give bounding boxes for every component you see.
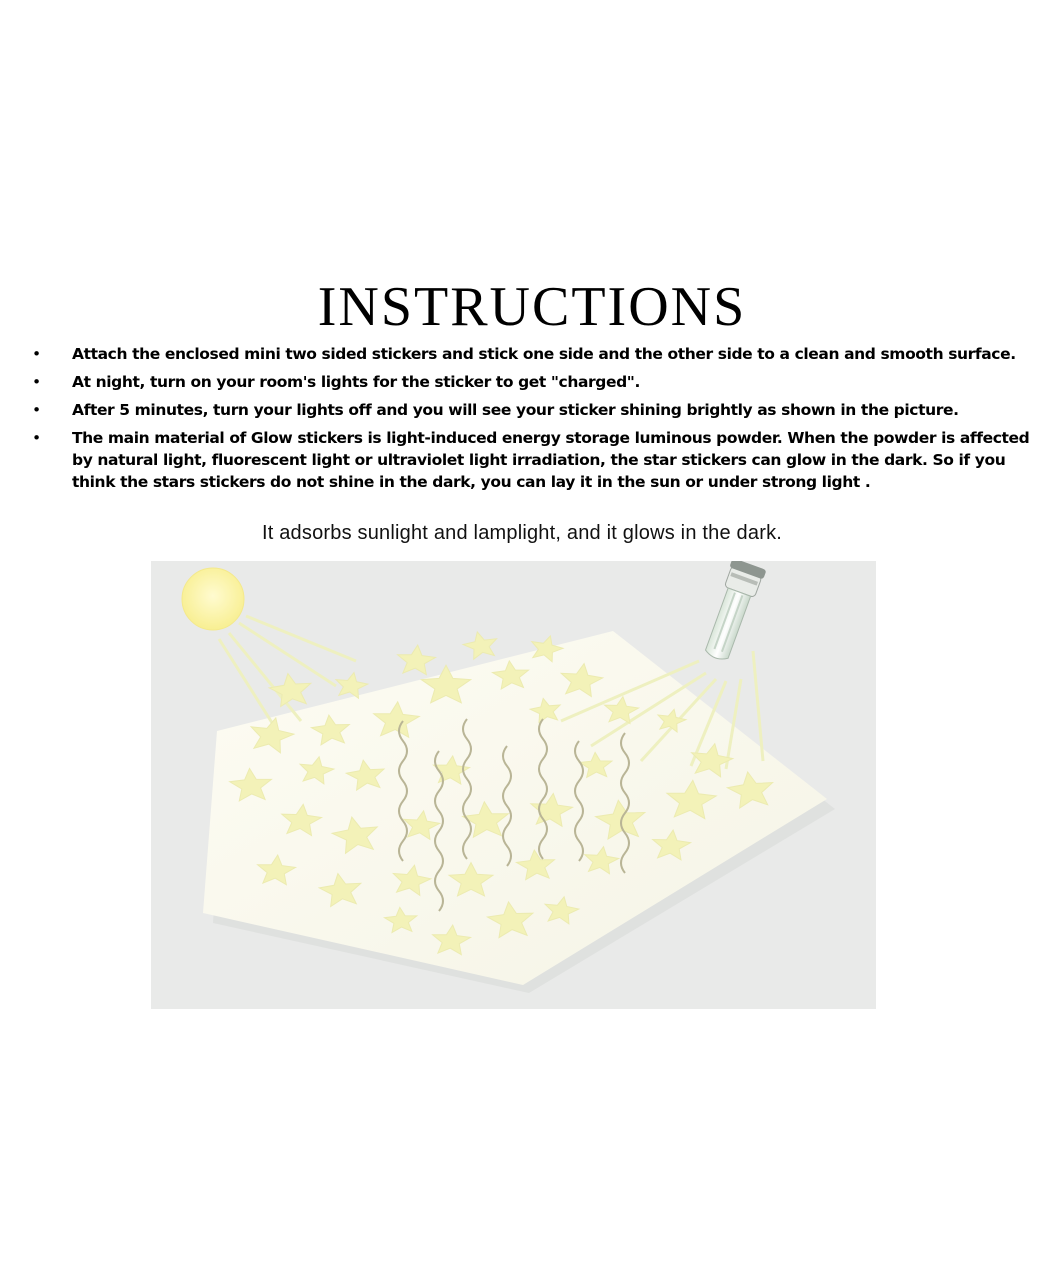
list-item <box>28 427 1048 493</box>
illustration <box>151 561 876 1009</box>
star-icon <box>463 632 497 659</box>
sun-icon <box>182 568 244 630</box>
lamp-bulb-icon <box>699 561 767 664</box>
instruction-text: After 5 minutes, turn your lights off and you will see your sticker shining brightly as shown in the picture. <box>72 401 959 419</box>
instruction-text: At night, turn on your room's lights for the sticker to get "charged". <box>72 373 640 391</box>
bullet: • <box>32 401 41 419</box>
list-item <box>28 343 1048 365</box>
figure-caption: It adsorbs sunlight and lamplight, and it glows in the dark. <box>261 522 783 544</box>
star-icon <box>269 674 311 707</box>
bullet: • <box>32 429 41 447</box>
page-title: INSTRUCTIONS <box>317 276 747 338</box>
instructions-list <box>28 343 1048 499</box>
list-item <box>28 371 1048 393</box>
instruction-text: Attach the enclosed mini two sided stickers and stick one side and the other side to a clean and smooth surface. <box>72 345 1016 363</box>
list-item <box>28 399 1048 421</box>
bullet: • <box>32 373 41 391</box>
bullet: • <box>32 345 41 363</box>
star-icon <box>398 645 436 675</box>
glow-stars-illustration <box>151 561 876 1009</box>
instruction-text: The main material of Glow stickers is light-induced energy storage luminous powder. When the powder is affected by natural light, fluorescent light or ultraviolet light irradiation, the star stickers can glow in the dark. So if you think the stars stickers do not shine in the dark, you can lay it in the sun or under strong light . <box>72 429 1030 491</box>
